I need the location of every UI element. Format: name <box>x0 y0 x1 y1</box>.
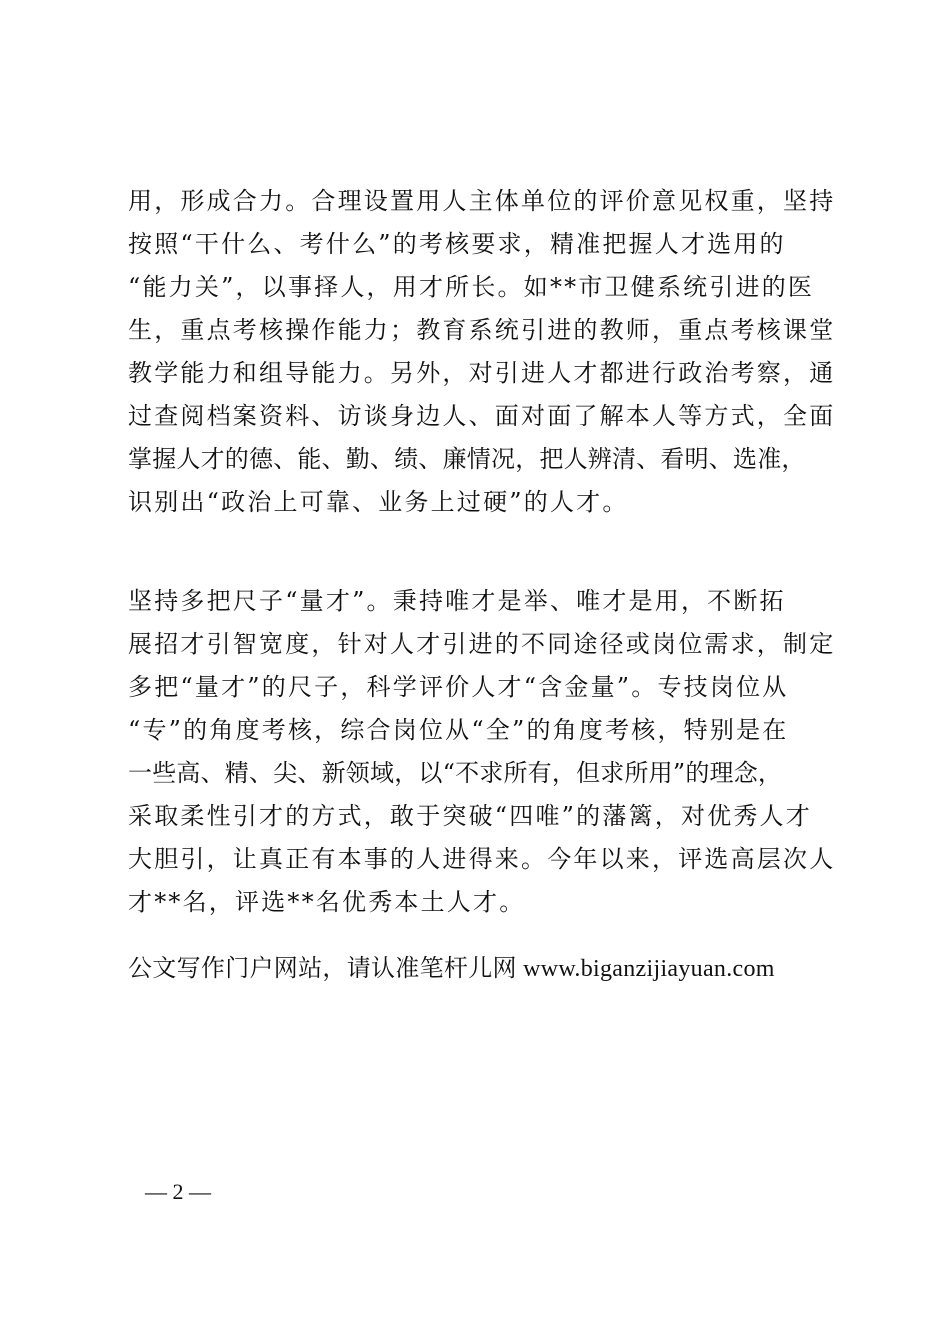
paragraph-2-line-2: 展招才引智宽度，针对人才引进的不同途径或岗位需求，制定 <box>128 630 836 658</box>
paragraph-2-line-7: 大胆引，让真正有本事的人进得来。今年以来，评选高层次人 <box>128 845 836 873</box>
paragraph-1-line-2: 按照“干什么、考什么”的考核要求，精准把握人才选用的 <box>128 230 786 258</box>
paragraph-1-line-3: “能力关”，以事择人，用才所长。如**市卫健系统引进的医 <box>128 273 815 301</box>
paragraph-2-line-1: 坚持多把尺子“量才”。秉持唯才是举、唯才是用，不断拓 <box>128 587 786 615</box>
paragraph-1-line-5: 教学能力和组导能力。另外，对引进人才都进行政治考察，通 <box>128 359 836 387</box>
paragraph-2-line-8: 才**名，评选**名优秀本土人才。 <box>128 888 526 916</box>
paragraph-1-line-1: 用，形成合力。合理设置用人主体单位的评价意见权重，坚持 <box>128 187 836 215</box>
signature-block <box>128 948 850 991</box>
paragraph-2 <box>128 580 850 924</box>
paragraph-2-line-6: 采取柔性引才的方式，敢于突破“四唯”的藩篱，对优秀人才 <box>128 802 812 830</box>
paragraph-1-line-8: 识别出“政治上可靠、业务上过硬”的人才。 <box>128 488 629 516</box>
paragraph-2-line-5: 一些高、精、尖、新领域，以“不求所有，但求所用”的理念， <box>128 759 783 787</box>
paragraph-1-line-4: 生，重点考核操作能力；教育系统引进的教师，重点考核课堂 <box>128 316 836 344</box>
paragraph-1-line-6: 过查阅档案资料、访谈身边人、面对面了解本人等方式，全面 <box>128 402 836 430</box>
paragraph-1-line-7: 掌握人才的德、能、勤、绩、廉情况，把人辨清、看明、选准， <box>128 445 806 473</box>
signature-line: 公文写作门户网站，请认准笔杆儿网 www.biganzijiayuan.com <box>128 956 775 982</box>
page-number: — 2 — <box>145 1179 211 1204</box>
paragraph-1 <box>128 180 850 524</box>
paragraph-2-line-3: 多把“量才”的尺子，科学评价人才“含金量”。专技岗位从 <box>128 673 789 701</box>
paragraph-2-line-4: “专”的角度考核，综合岗位从“全”的角度考核，特别是在 <box>128 716 789 744</box>
